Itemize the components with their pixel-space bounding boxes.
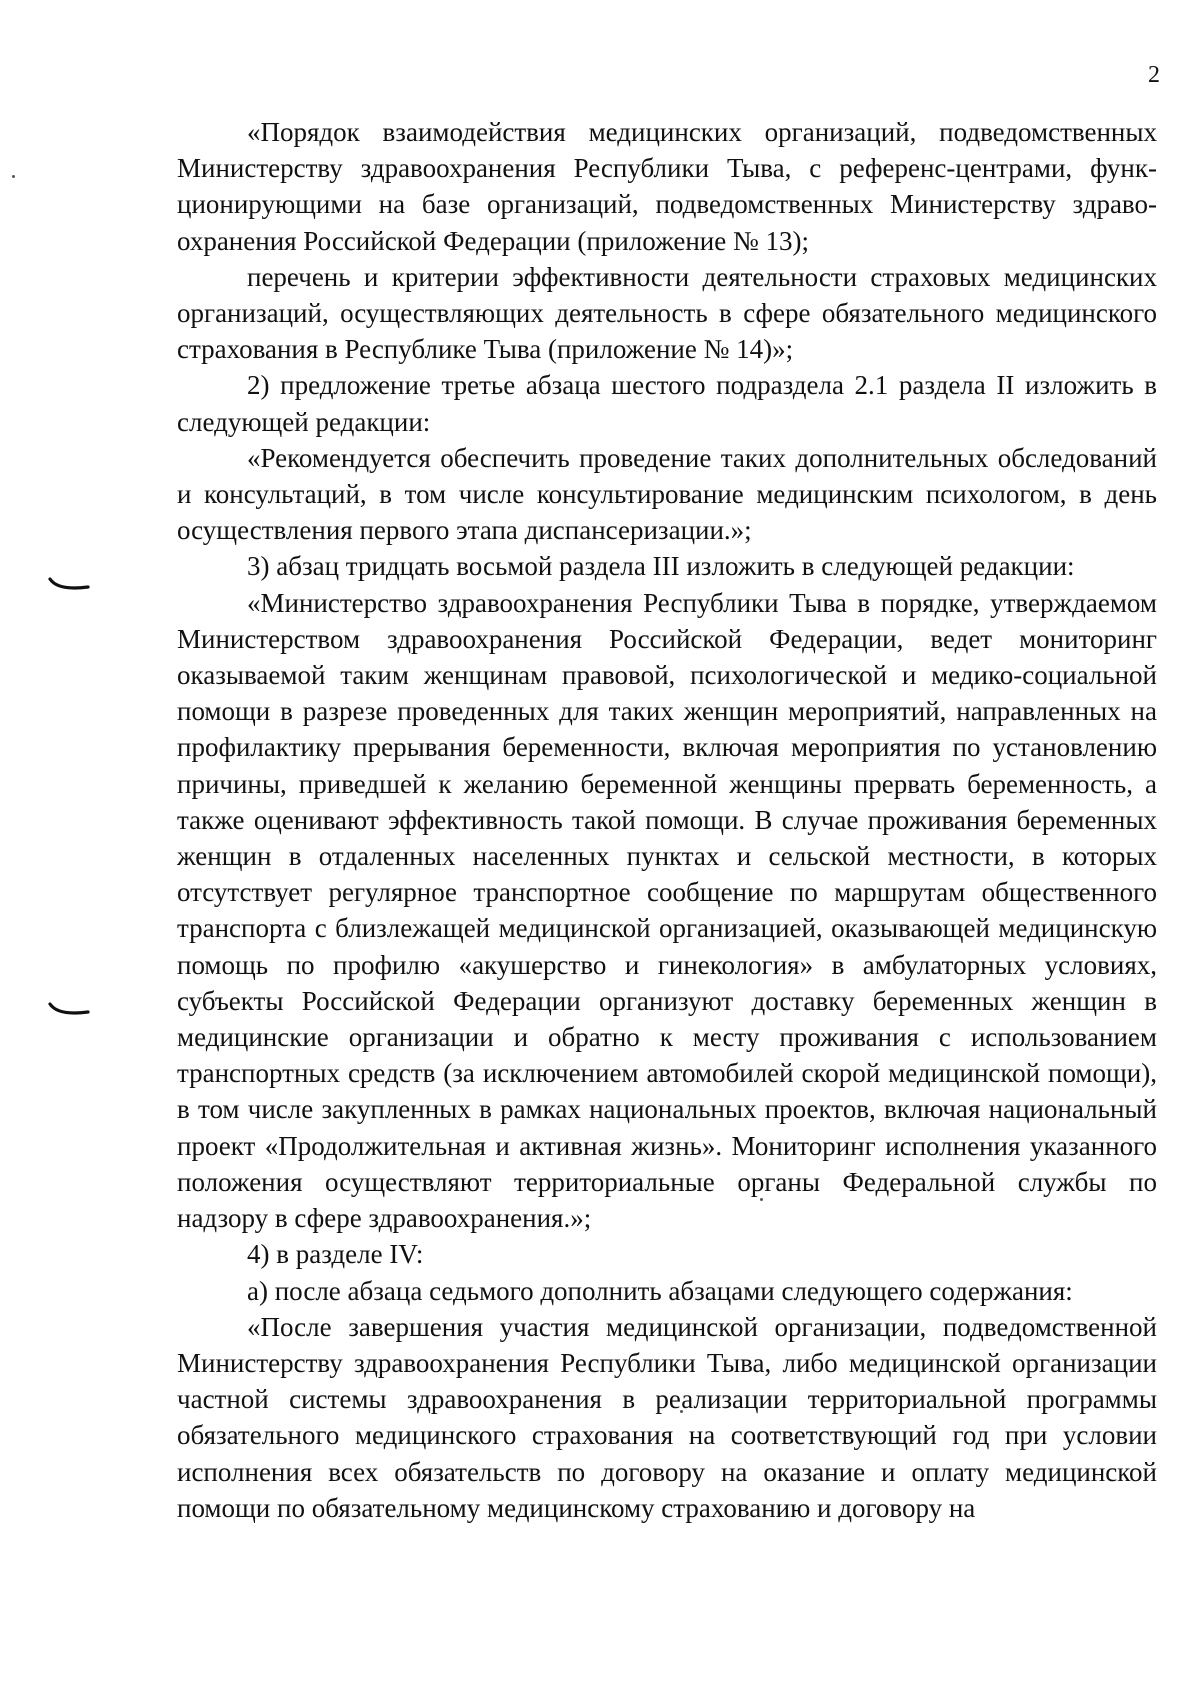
paragraph: «Рекомендуется обеспечить проведение таких дополнительных обследований и консультаций, в том числе консультирование медицинским психологом, в день осуществления первого этапа диспансеризации.»; <box>177 442 1157 546</box>
page-number: 2 <box>1148 62 1160 88</box>
paragraph: а) после абзаца седьмого дополнить абзацами следующего содержания: <box>247 1275 1073 1306</box>
binding-mark-lower <box>48 1000 92 1018</box>
paragraph: «Министерство здравоохранения Республики Тыва в порядке, утверждаемом Министерством здравоохранения Российской Федерации, ведет мониторинг оказываемой таким женщинам правовой, психологической и медико-социальной помощи в разрезе проведенных для таких женщин мероприятий, направленных на профилактику прерывания беременности, включая мероприятия по установлению причины, приведшей к желанию беременной женщины прервать беременность, а также оценивают эффективность такой помощи. В случае проживания беременных женщин в отдаленных населенных пунктах и сельской местности, в которых отсутствует регулярное транспортное сообщение по маршрутам общественного транспорта с близлежащей медицинской организацией, оказывающей медицинскую помощь по профилю «акушерство и гинекология» в амбулаторных условиях, субъекты Российской Федерации организуют доставку беременных женщин в медицинские организации и обратно к месту проживания с использованием транспортных средств (за исключением автомобилей скорой медицинской помощи), в том числе закупленных в рамках национальных проектов, включая национальный проект «Продолжительная и активная жизнь». Мониторинг исполнения указанного положения осуществляют территориальные органы Федеральной службы по надзору в сфере здравоохранения.»; <box>177 587 1157 1234</box>
paragraph: 4) в разделе IV: <box>247 1239 424 1270</box>
body-text <box>177 114 1157 1526</box>
paragraph: 3) абзац тридцать восьмой раздела III изложить в следующей редакции: <box>247 551 1075 582</box>
binding-mark-upper <box>48 575 92 593</box>
paragraph: 2) предложение третье абзаца шестого подраздела 2.1 раздела II изложить в следующей редакции: <box>177 370 1157 437</box>
paragraph: «После завершения участия медицинской организации, подведомственной Министерству здравоохранения Республики Тыва, либо медицинской организации частной системы здравоохранения в реализации территориальной программы обязательного медицинского страхования на соответствующий год при условии исполнения всех обязательств по договору на оказание и оплату медицинской помощи по обязательному медицинскому страхованию и договору на <box>177 1311 1157 1523</box>
scan-speck <box>12 175 15 178</box>
paragraph: перечень и критерии эффективности деятельности страховых медицинских организаций, осуществляющих деятельность в сфере обязательного медицинского страхования в Республике Тыва (приложение № 14)»; <box>177 261 1157 365</box>
paragraph: «Порядок взаимодействия медицинских организаций, подведомственных Министерству здравоохранения Республики Тыва, с референс-центрами, функционирующими на базе организаций, подведомственных Министерству здравоохранения Российской Федерации (приложение № 13); <box>177 117 1157 256</box>
